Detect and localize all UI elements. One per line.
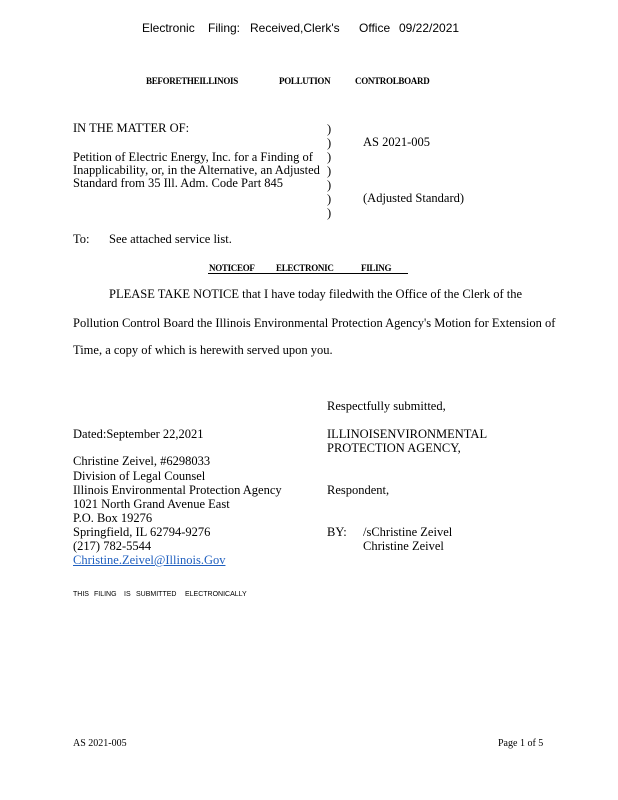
notice-word: THIS [73,591,89,598]
respectfully-submitted: Respectfully submitted, [327,399,446,413]
case-type: (Adjusted Standard) [363,191,465,205]
footer-page-number: Page 1 of 5 [498,738,544,749]
division-name: Division of Legal Counsel [73,469,206,483]
caption-paren: ) [327,164,332,178]
notice-word: FILING [94,591,117,598]
respondent-label: Respondent, [327,483,390,497]
case-number: AS 2021-005 [363,135,431,149]
petition-line-3: Standard from 35 Ill. Adm. Code Part 845 [73,176,284,190]
caption-paren: ) [327,206,332,220]
agency-line-1: ILLINOISENVIRONMENTAL [327,427,488,441]
phone-number: (217) 782-5544 [73,539,152,553]
city-state-zip: Springfield, IL 62794-9276 [73,525,211,539]
signer-name: Christine Zeivel [363,539,444,553]
email-link[interactable]: Christine.Zeivel@Illinois.Gov [73,553,226,567]
caption-paren: ) [327,192,332,206]
caption-paren: ) [327,136,332,150]
electronic-signature: /sChristine Zeivel [363,525,453,539]
street-address: 1021 North Grand Avenue East [73,497,230,511]
notice-of: NOTICEOF [209,263,255,273]
body-line-1: PLEASE TAKE NOTICE that I have today filedwith the Office of the Clerk of the [109,287,523,301]
body-line-2: Pollution Control Board the Illinois Environmental Protection Agency's Motion for Extension of [73,316,556,330]
attorney-name: Christine Zeivel, #6298033 [73,454,211,468]
header-date: 09/22/2021 [399,21,460,35]
caption-pollution: POLLUTION [279,76,331,86]
header-electronic: Electronic [142,21,195,35]
notice-filing: FILING [361,263,392,273]
header-filing: Filing: [208,21,241,35]
caption-paren: ) [327,178,332,192]
caption-paren: ) [327,150,332,164]
header-office: Office [359,21,391,35]
notice-word: ELECTRONICALLY [185,591,247,598]
footer-case-number: AS 2021-005 [73,738,127,749]
caption-control-board: CONTROLBOARD [355,76,430,86]
caption-paren: ) [327,122,332,136]
agency-line-2: PROTECTION AGENCY, [327,441,461,455]
service-list-text: See attached service list. [109,232,232,246]
to-label: To: [73,232,90,246]
caption-before: BEFORETHEILLINOIS [146,76,238,86]
notice-word: SUBMITTED [136,591,177,598]
body-line-3: Time, a copy of which is herewith served upon you. [73,343,333,357]
dated-line: Dated:September 22,2021 [73,427,204,441]
po-box: P.O. Box 19276 [73,511,153,525]
agency-name: Illinois Environmental Protection Agency [73,483,282,497]
notice-word: IS [124,591,131,598]
in-the-matter: IN THE MATTER OF: [73,121,190,135]
petition-line-2: Inapplicability, or, in the Alternative, an Adjusted [73,163,320,177]
by-label: BY: [327,525,347,539]
notice-electronic: ELECTRONIC [276,263,334,273]
header-received: Received,Clerk's [250,21,340,35]
petition-line-1: Petition of Electric Energy, Inc. for a Finding of [73,150,313,164]
notice-title-underline [208,273,408,274]
